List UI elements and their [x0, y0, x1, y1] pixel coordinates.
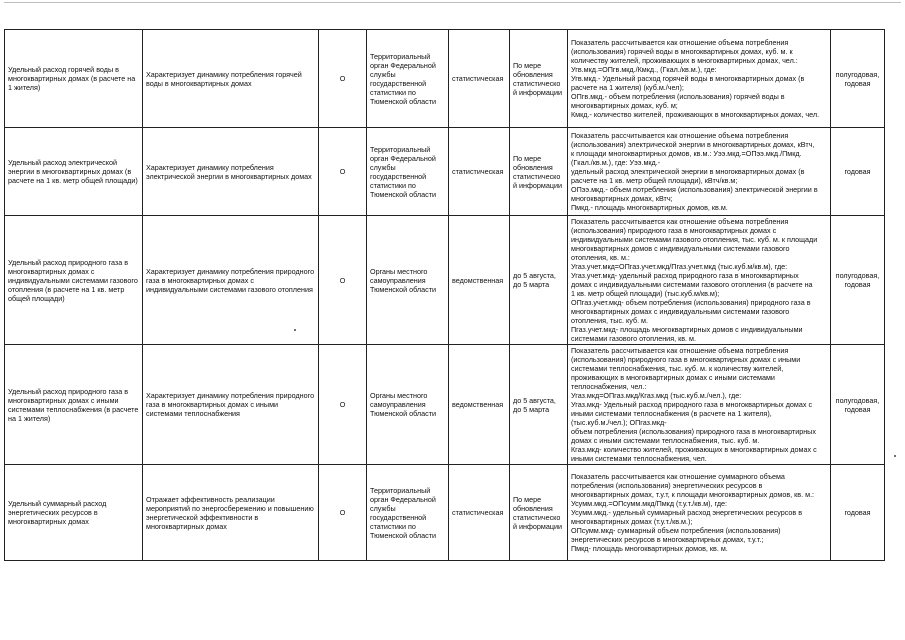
- method-cell: [568, 216, 831, 345]
- method-line: теплоснабжения, чел.:: [571, 382, 647, 391]
- method-line: Кгаз.мкд- количество жителей, проживающих в многоквартирных домах с: [571, 445, 817, 454]
- top-rule: [4, 2, 901, 3]
- method-line: Показатель рассчитывается как отношение объема потребления: [571, 131, 789, 140]
- characteristic-cell: Характеризует динамику потребления природного газа в многоквартирных домах с индивидуальными системами газового отопления: [143, 216, 319, 345]
- responsible-cell: Органы местного самоуправления Тюменской области: [367, 216, 449, 345]
- method-line: количеству жителей, проживающих в многоквартирных домах, чел.:: [571, 56, 798, 65]
- mark-cell: О: [319, 30, 367, 128]
- frequency-cell: полугодовая, годовая: [831, 30, 885, 128]
- method-line: Показатель рассчитывается как отношение суммарного объема: [571, 472, 785, 481]
- source-type-cell: ведомственная: [449, 345, 510, 465]
- method-line: Показатель рассчитывается как отношение объема потребления: [571, 38, 789, 47]
- method-cell: [568, 128, 831, 216]
- method-cell: [568, 30, 831, 128]
- method-line: ОПгаз.учет.мкд- объем потребления (использования) природного газа в: [571, 298, 811, 307]
- method-line: Угаз.мкд=ОПгаз.мкд/Кгаз.мкд (тыс.куб.м./чел.), где:: [571, 391, 742, 400]
- method-line: многоквартирных домах, т.у.т, к площади многоквартирных домов, кв. м.:: [571, 490, 815, 499]
- indicator-cell: Удельный расход электрической энергии в многоквартирных домах (в расчете на 1 кв. метр общей площади): [5, 128, 143, 216]
- method-line: к площади многоквартирных домов, кв.м.: Уээ.мкд.=ОПээ.мкд./Пмкд.: [571, 149, 802, 158]
- method-line: Кмкд.- количество жителей, проживающих в многоквартирных домах, чел.: [571, 110, 820, 119]
- method-line: Угв.мкд.- Удельный расход горячей воды в многоквартирных домах (в: [571, 74, 805, 83]
- deadline-cell: до 5 августа, до 5 марта: [510, 345, 568, 465]
- method-line: ОПгв.мкд.- объем потребления (использования) горячей воды в: [571, 92, 785, 101]
- source-type-cell: ведомственная: [449, 216, 510, 345]
- method-line: системами газового отопления, кв. м.: [571, 334, 696, 343]
- method-line: Усумм.мкд.- удельный суммарный расход энергетических ресурсов в: [571, 508, 803, 517]
- table-row: [5, 128, 885, 216]
- frequency-cell: полугодовая, годовая: [831, 345, 885, 465]
- method-line: многоквартирных домах (т.у.т./кв.м.);: [571, 517, 693, 526]
- method-line: многоквартирных домах, куб. м;: [571, 101, 678, 110]
- table-row: [5, 345, 885, 465]
- method-line: 1 кв. метр общей площади) (тыс.куб.м/кв.м);: [571, 289, 720, 298]
- table-row: [5, 30, 885, 128]
- method-line: многоквартирных домах с индивидуальными системами газового: [571, 307, 790, 316]
- responsible-cell: Территориальный орган Федеральной службы государственной статистики по Тюменской области: [367, 128, 449, 216]
- method-line: расчете на 1 жителя) (куб.м./чел);: [571, 83, 684, 92]
- mark-cell: О: [319, 465, 367, 561]
- method-line: Пгаз.учет.мкд- площадь многоквартирных домов с индивидуальными: [571, 325, 803, 334]
- method-line: (использования) электрической энергии в многоквартирных домах, кВтч,: [571, 140, 815, 149]
- method-line: расчете на 1 кв. метр общей площади), кВтч/кв.м;: [571, 176, 738, 185]
- characteristic-cell: Характеризует динамику потребления природного газа в многоквартирных домах с иными системами теплоснабжения: [143, 345, 319, 465]
- method-line: Усумм.мкд.=ОПсумм.мкд/Пмкд (т.у.т./кв.м), где:: [571, 499, 728, 508]
- method-line: (использования) природного газа в многоквартирных домах с: [571, 226, 777, 235]
- method-line: Пмкд- площадь многоквартирных домов, кв. м.: [571, 544, 728, 553]
- source-type-cell: статистическая: [449, 465, 510, 561]
- responsible-cell: Территориальный орган Федеральной службы государственной статистики по Тюменской области: [367, 465, 449, 561]
- indicator-cell: Удельный расход горячей воды в многоквартирных домах (в расчете на 1 жителя): [5, 30, 143, 128]
- characteristic-cell: Характеризует динамику потребления горячей воды в многоквартирных домах: [143, 30, 319, 128]
- method-line: (использования) горячей воды в многоквартирных домах, куб. м. к: [571, 47, 793, 56]
- method-line: иными системами теплоснабжения, чел.: [571, 454, 707, 463]
- responsible-cell: Органы местного самоуправления Тюменской области: [367, 345, 449, 465]
- method-line: Показатель рассчитывается как отношение объема потребления: [571, 217, 789, 226]
- method-line: отопления, кв. м.:: [571, 253, 630, 262]
- method-line: системами теплоснабжения, тыс. куб. м. к количеству жителей,: [571, 364, 784, 373]
- deadline-cell: По мере обновления статистической информации: [510, 465, 568, 561]
- mark-cell: О: [319, 216, 367, 345]
- table-row: [5, 465, 885, 561]
- method-line: Угв.мкд.=ОПгв.мкд./Кмкд., (Гкал./кв.м.), где:: [571, 65, 717, 74]
- method-line: многоквартирных домах, кВтч;: [571, 194, 673, 203]
- method-line: энергетических ресурсов в многоквартирных домах, т.у.т.;: [571, 535, 764, 544]
- indicator-cell: Удельный расход природного газа в многоквартирных домах с иными системами теплоснабжения (в расчете на 1 жителя): [5, 345, 143, 465]
- method-line: домах с индивидуальными системами газового отопления (в расчете на: [571, 280, 813, 289]
- method-line: потребления (использования) энергетических ресурсов в: [571, 481, 763, 490]
- frequency-cell: полугодовая, годовая: [831, 216, 885, 345]
- method-line: (Гкал./кв.м.), где: Уээ.мкд.-: [571, 158, 661, 167]
- responsible-cell: Территориальный орган Федеральной службы государственной статистики по Тюменской области: [367, 30, 449, 128]
- method-line: Угаз.учет.мкд- удельный расход природного газа в многоквартирных: [571, 271, 799, 280]
- frequency-cell: годовая: [831, 465, 885, 561]
- frequency-cell: годовая: [831, 128, 885, 216]
- method-line: ОПсумм.мкд- суммарный объем потребления (использования): [571, 526, 781, 535]
- method-line: ОПээ.мкд.- объем потребления (использования) электрической энергии в: [571, 185, 818, 194]
- method-line: объем потребления (использования) природного газа в многоквартирных: [571, 427, 816, 436]
- method-line: Пмкд.- площадь многоквартирных домов, кв.м.: [571, 203, 728, 212]
- method-line: проживающих в многоквартирных домах с иными системами: [571, 373, 775, 382]
- method-line: Показатель рассчитывается как отношение объема потребления: [571, 346, 789, 355]
- method-line: иными системами теплоснабжения (в расчете на 1 жителя),: [571, 409, 772, 418]
- method-line: многоквартирных домов с индивидуальными системами газового: [571, 244, 790, 253]
- indicator-cell: Удельный расход природного газа в многоквартирных домах с индивидуальными системами газового отопления (в расчете на 1 кв. метр общей площади): [5, 216, 143, 345]
- deadline-cell: По мере обновления статистической информации: [510, 128, 568, 216]
- method-cell: [568, 465, 831, 561]
- method-line: Угаз.мкд- Удельный расход природного газа в многоквартирных домах с: [571, 400, 813, 409]
- characteristic-cell: Характеризует динамику потребления электрической энергии в многоквартирных домах: [143, 128, 319, 216]
- deadline-cell: до 5 августа, до 5 марта: [510, 216, 568, 345]
- scan-speck: [294, 329, 296, 331]
- characteristic-cell: Отражает эффективность реализации мероприятий по энергосбережению и повышению энергетической эффективности в многоквартирных домах: [143, 465, 319, 561]
- deadline-cell: По мере обновления статистической информации: [510, 30, 568, 128]
- method-line: отопления, тыс. куб. м.: [571, 316, 648, 325]
- method-line: (тыс.куб.м./чел.); ОПгаз.мкд-: [571, 418, 667, 427]
- method-line: удельный расход электрической энергии в многоквартирных домах (в: [571, 167, 805, 176]
- source-type-cell: статистическая: [449, 128, 510, 216]
- indicators-table: [4, 29, 885, 561]
- method-line: (использования) природного газа в многоквартирных домах с иными: [571, 355, 801, 364]
- scan-speck: [894, 455, 896, 457]
- source-type-cell: статистическая: [449, 30, 510, 128]
- mark-cell: О: [319, 128, 367, 216]
- method-cell: [568, 345, 831, 465]
- method-line: индивидуальными системами газового отопления, тыс. куб. м. к площади: [571, 235, 818, 244]
- method-line: домах с иными системами теплоснабжения, тыс. куб. м.: [571, 436, 760, 445]
- method-line: Угаз.учет.мкд=ОПгаз.учет.мкд/Пгаз.учет.мкд (тыс.куб.м/кв.м), где:: [571, 262, 788, 271]
- table-row: [5, 216, 885, 345]
- mark-cell: О: [319, 345, 367, 465]
- indicator-cell: Удельный суммарный расход энергетических ресурсов в многоквартирных домах: [5, 465, 143, 561]
